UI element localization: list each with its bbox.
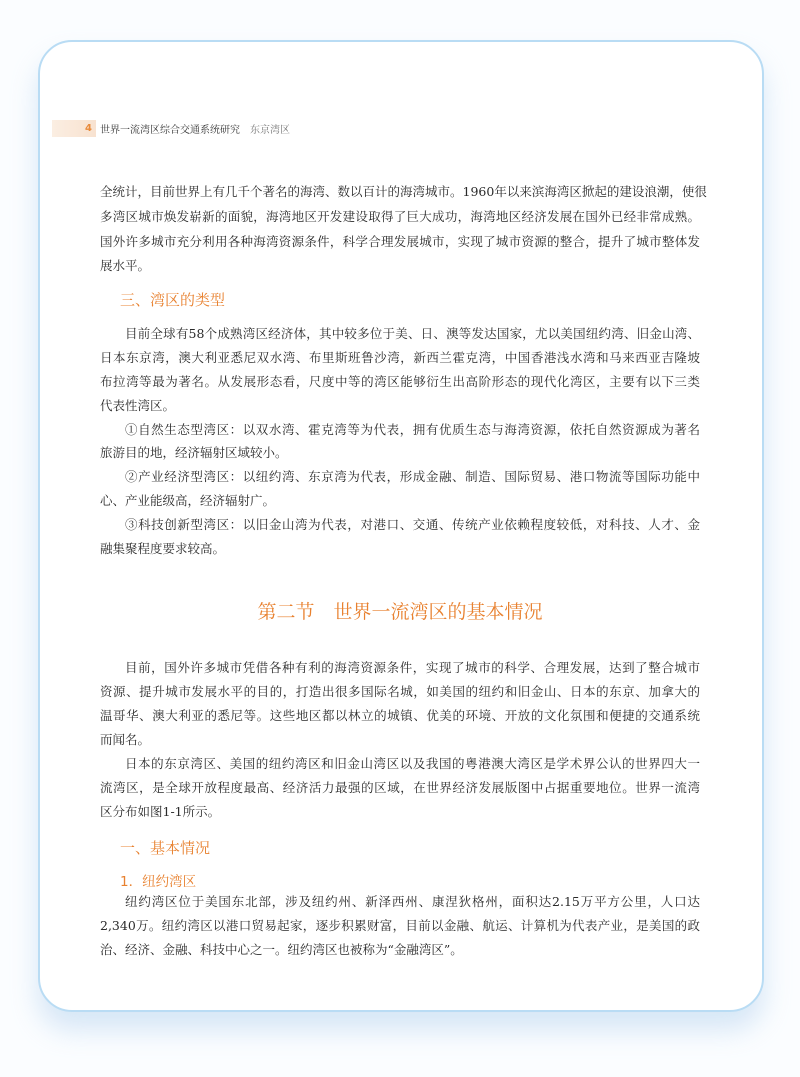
paragraph-line: 日本东京湾，澳大利亚悉尼双水湾、布里斯班鲁沙湾，新西兰霍克湾，中国香港浅水湾和马来西亚吉隆坡 <box>100 350 700 365</box>
section-title: 第二节 世界一流湾区的基本情况 <box>257 601 543 623</box>
book-title: 世界一流湾区综合交通系统研究 <box>100 125 240 136</box>
paragraph-line: 融集聚程度要求较高。 <box>100 541 226 556</box>
paragraph-line: 目前，国外许多城市凭借各种有利的海湾资源条件，实现了城市的科学、合理发展，达到了整合城市 <box>125 660 700 675</box>
paragraph-line: ③科技创新型湾区：以旧金山湾为代表，对港口、交通、传统产业依赖程度较低，对科技、人才、金 <box>125 517 700 532</box>
paragraph-line: 资源、提升城市发展水平的目的，打造出很多国际名城，如美国的纽约和旧金山、日本的东京、加拿大的 <box>100 684 700 699</box>
paragraph-line: 展水平。 <box>100 258 151 273</box>
paragraph-line: 2,340万。纽约湾区以港口贸易起家，逐步积累财富，目前以金融、航运、计算机为代表产业，是美国的政 <box>100 918 700 933</box>
heading-new-york-bay: 1．纽约湾区 <box>120 874 197 890</box>
paragraph-line: 温哥华、澳大利亚的悉尼等。这些地区都以林立的城镇、优美的环境、开放的文化氛围和便捷的交通系统 <box>100 708 700 723</box>
paragraph-line: 治、经济、金融、科技中心之一。纽约湾区也被称为“金融湾区”。 <box>100 942 463 957</box>
paragraph-line: 代表性湾区。 <box>100 398 176 413</box>
running-head <box>52 120 290 137</box>
paragraph-line: 国外许多城市充分利用各种海湾资源条件，科学合理发展城市，实现了城市资源的整合，提升了城市整体发 <box>100 234 700 249</box>
paragraph-line: 心、产业能级高，经济辐射广。 <box>100 493 276 508</box>
paragraph-line: 纽约湾区位于美国东北部，涉及纽约州、新泽西州、康涅狄格州，面积达2.15万平方公里，人口达 <box>125 894 700 909</box>
paragraph-line: 旅游目的地，经济辐射区域较小。 <box>100 445 288 460</box>
paragraph-line: 全统计，目前世界上有几千个著名的海湾、数以百计的海湾城市。1960年以来滨海湾区掀起的建设浪潮，使很 <box>100 184 707 199</box>
paragraph-line: 流湾区，是全球开放程度最高、经济活力最强的区域，在世界经济发展版图中占据重要地位。世界一流湾 <box>100 780 700 795</box>
page-number: 4 <box>52 120 96 137</box>
paragraph-line: 区分布如图1-1所示。 <box>100 804 221 819</box>
heading-basic-info: 一、基本情况 <box>120 839 211 857</box>
paragraph-line: 而闻名。 <box>100 732 151 747</box>
paragraph-line: 多湾区城市焕发崭新的面貌，海湾地区开发建设取得了巨大成功，海湾地区经济发展在国外已经非常成熟。 <box>100 209 700 224</box>
paragraph-line: ②产业经济型湾区：以纽约湾、东京湾为代表，形成金融、制造、国际贸易、港口物流等国际功能中 <box>125 469 700 484</box>
heading-bay-types: 三、湾区的类型 <box>120 291 226 309</box>
paragraph-line: 目前全球有58个成熟湾区经济体，其中较多位于美、日、澳等发达国家，尤以美国纽约湾、旧金山湾、 <box>125 326 700 341</box>
paragraph-line: 日本的东京湾区、美国的纽约湾区和旧金山湾区以及我国的粤港澳大湾区是学术界公认的世界四大一 <box>125 756 700 771</box>
paragraph-line: 布拉湾等最为著名。从发展形态看，尺度中等的湾区能够衍生出高阶形态的现代化湾区，主要有以下三类 <box>100 374 700 389</box>
paragraph-line: ①自然生态型湾区：以双水湾、霍克湾等为代表，拥有优质生态与海湾资源，依托自然资源成为著名 <box>125 422 700 437</box>
chapter-title: 东京湾区 <box>250 125 290 136</box>
